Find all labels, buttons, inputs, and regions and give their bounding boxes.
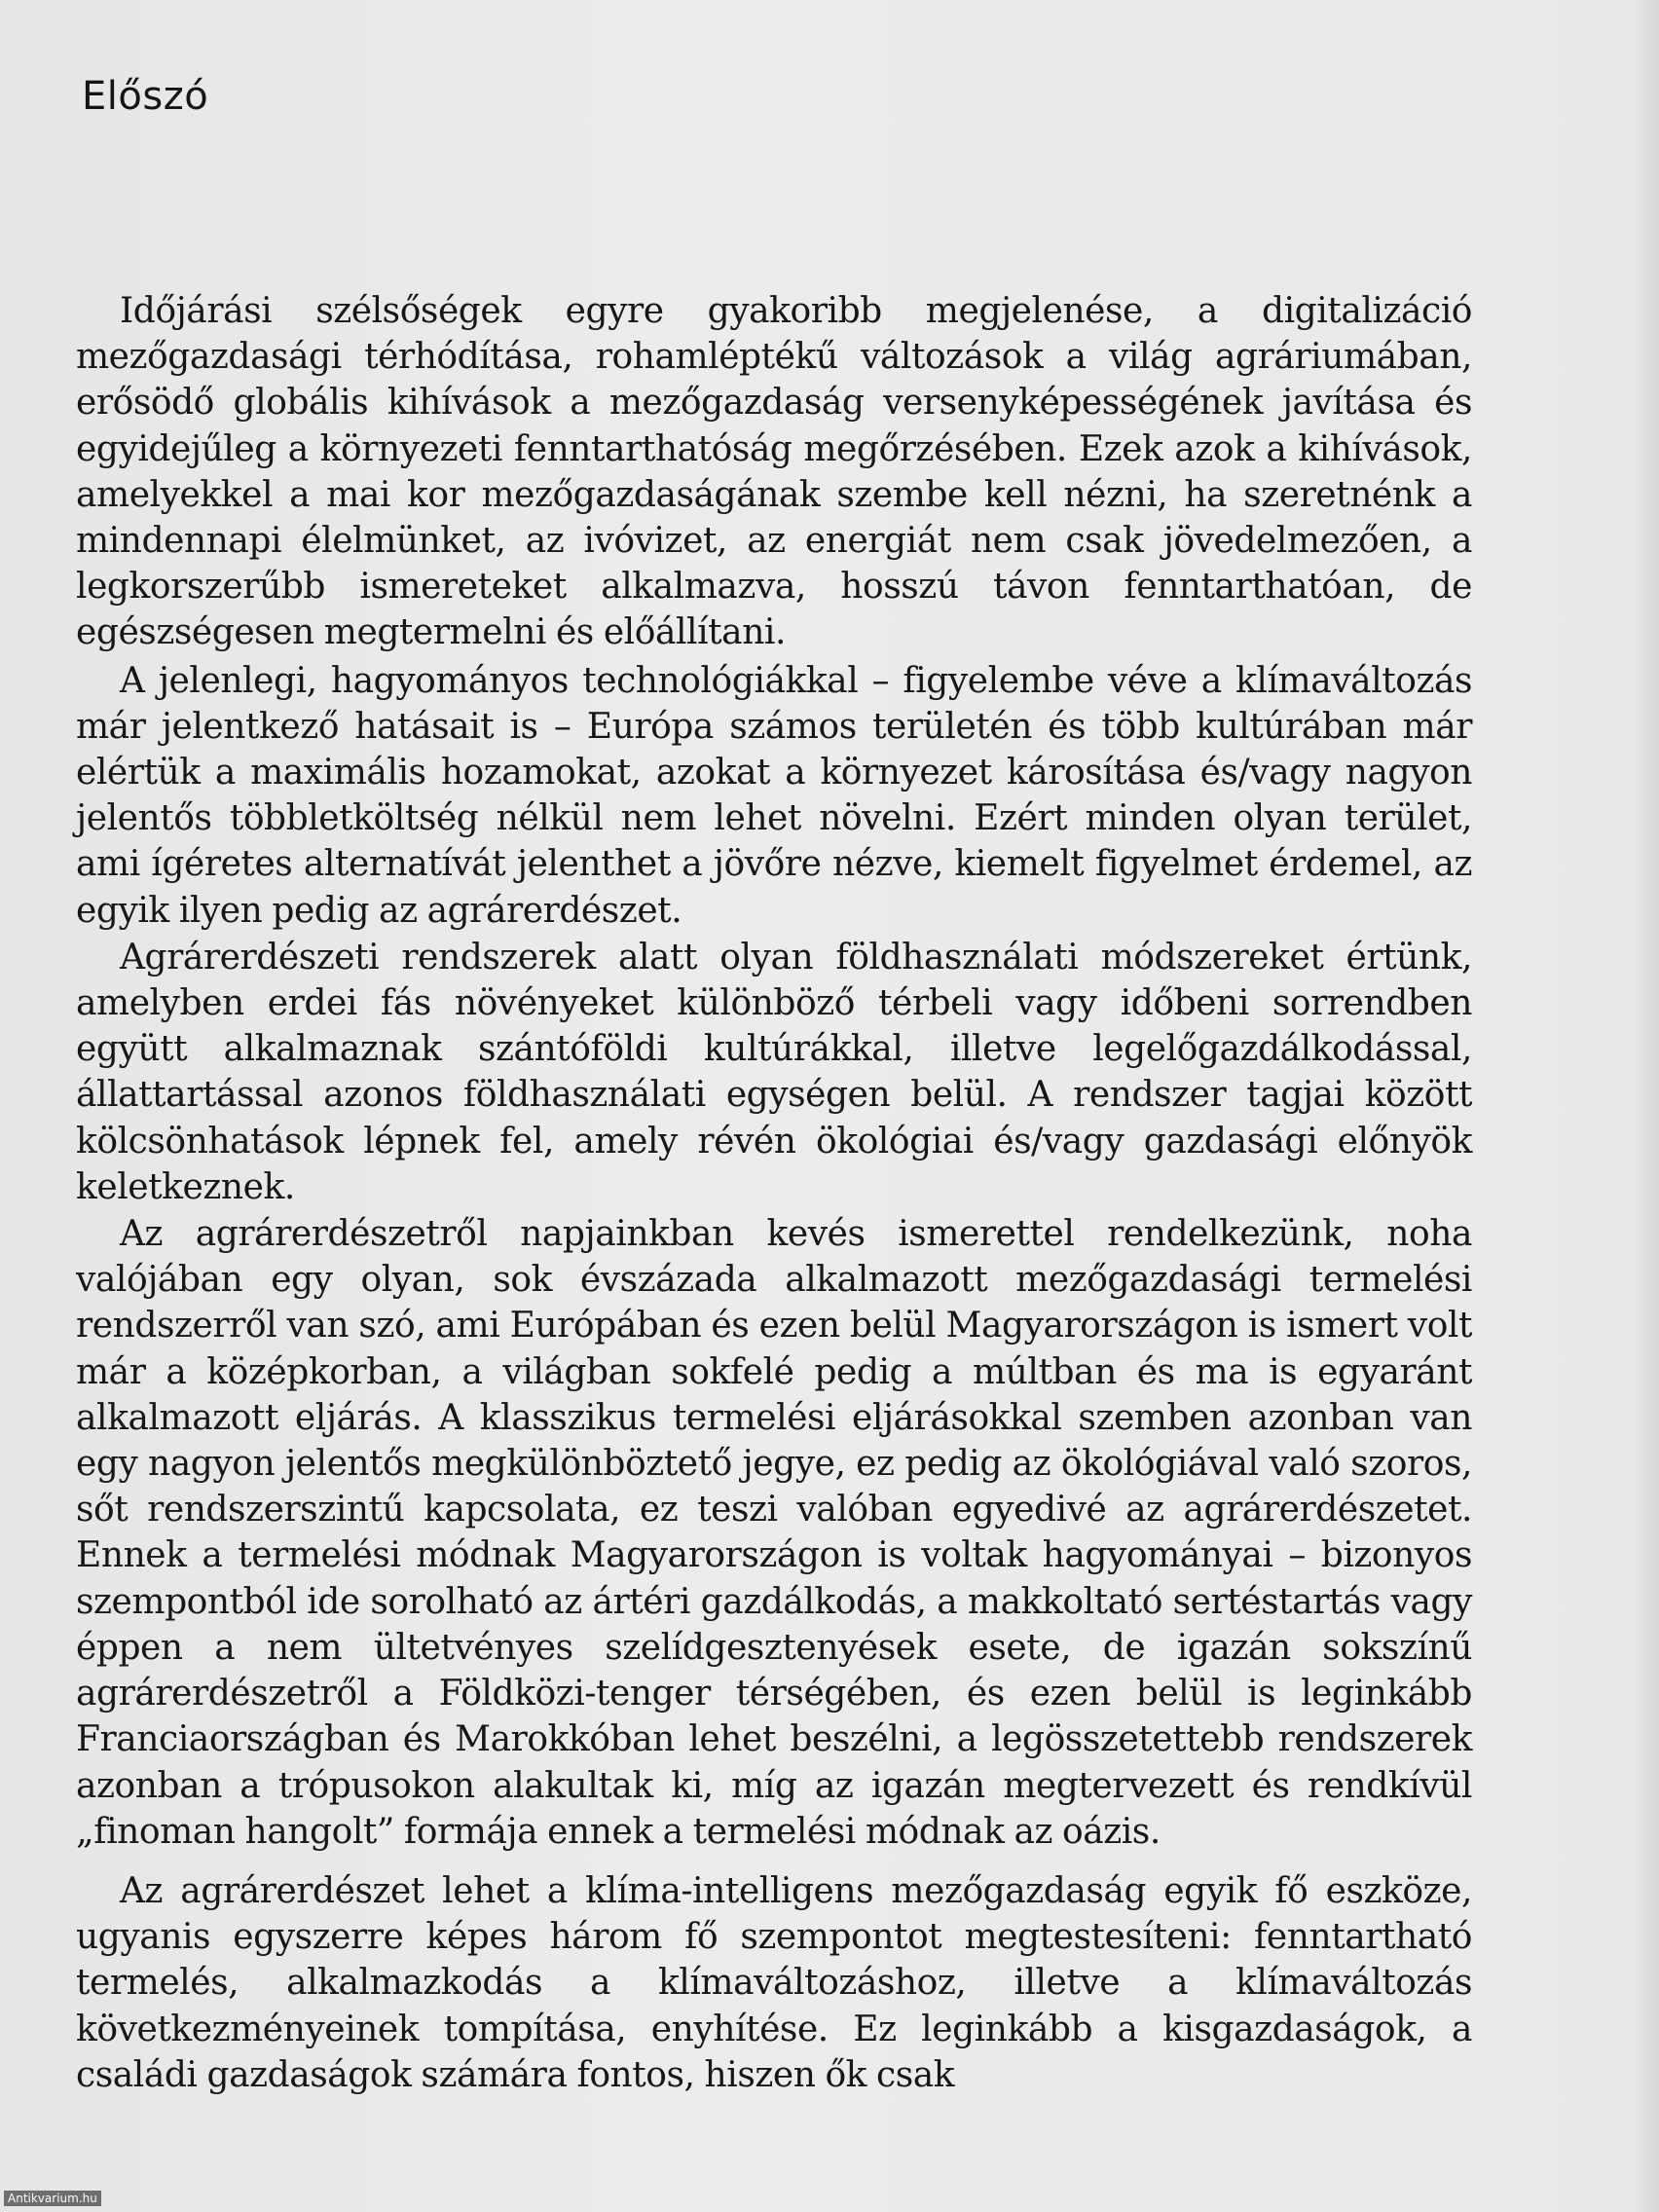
body-text — [76, 288, 1472, 2098]
page-edge-shadow — [1634, 0, 1659, 2212]
paragraph-4: Az agrárerdészetről napjainkban kevés ismerettel rendelkezünk, noha valójában egy olyan, sok évszázada alkalmazott mezőgazdasági termelési rendszerről van szó, ami Európában és ezen belül Magyarországon is ismert volt már a középkorban, a világban sokfelé pedig a múltban és ma is egyaránt alkalmazott eljárás. A klasszikus termelési eljárásokkal szemben azonban van egy nagyon jelentős megkülönböztető jegye, ez pedig az ökológiával való szoros, sőt rendszerszintű kapcsolata, ez teszi valóban egyedivé az agrárerdészetet. Ennek a termelési módnak Magyarországon is voltak hagyományai – bizonyos szempontból ide sorolható az ártéri gazdálkodás, a makkoltató sertéstartás vagy éppen a nem ültetvényes szelídgesztenyések esete, de igazán sokszínű agrárerdészetről a Földközi-tenger térségében, és ezen belül is leginkább Franciaországban és Marokkóban lehet beszélni, a legösszetettebb rendszerek azonban a trópusokon alakultak ki, míg az igazán megtervezett és rendkívül „finoman hangolt” formája ennek a termelési módnak az oázis. — [76, 1214, 1472, 1852]
watermark: Antikvarium.hu — [4, 2191, 101, 2206]
paragraph-1: Időjárási szélsőségek egyre gyakoribb megjelenése, a digitalizáció mezőgazdasági térhódítása, rohamléptékű változások a világ agráriumában, erősödő globális kihívások a mezőgazdaság versenyképességének javítása és egyidejűleg a környezeti fenntarthatóság megőrzésében. Ezek azok a kihívások, amelyekkel a mai kor mezőgazdaságának szembe kell nézni, ha szeretnénk a mindennapi élelmünket, az ivóvizet, az energiát nem csak jövedelmezően, a legkorszerűbb ismereteket alkalmazva, hosszú távon fenntarthatóan, de egészségesen megtermelni és előállítani. — [76, 291, 1472, 653]
paragraph-3: Agrárerdészeti rendszerek alatt olyan földhasználati módszereket értünk, amelyben erdei fás növényeket különböző térbeli vagy időbeni sorrendben együtt alkalmaznak szántóföldi kultúrákkal, illetve legelőgazdálkodással, állattartással azonos földhasználati egységen belül. A rendszer tagjai között kölcsönhatások lépnek fel, amely révén ökológiai és/vagy gazdasági előnyök keletkeznek. — [76, 937, 1472, 1207]
paragraph-2: A jelenlegi, hagyományos technológiákkal – figyelembe véve a klímaváltozás már jelentkező hatásait is – Európa számos területén és több kultúrában már elértük a maximális hozamokat, azokat a környezet károsítása és/vagy nagyon jelentős többletköltség nélkül nem lehet növelni. Ezért minden olyan terület, ami ígéretes alternatívát jelenthet a jövőre nézve, kiemelt figyelmet érdemel, az egyik ilyen pedig az agrárerdészet. — [76, 660, 1472, 931]
page-title: Előszó — [82, 74, 209, 119]
paragraph-5: Az agrárerdészet lehet a klíma-intelligens mezőgazdaság egyik fő eszköze, ugyanis egyszerre képes három fő szempontot megtestesíteni: fenntartható termelés, alkalmazkodás a klímaváltozáshoz, illetve a klímaváltozás következményeinek tompítása, enyhítése. Ez leginkább a kisgazdaságok, a családi gazdaságok számára fontos, hiszen ők csak — [76, 1870, 1472, 2095]
